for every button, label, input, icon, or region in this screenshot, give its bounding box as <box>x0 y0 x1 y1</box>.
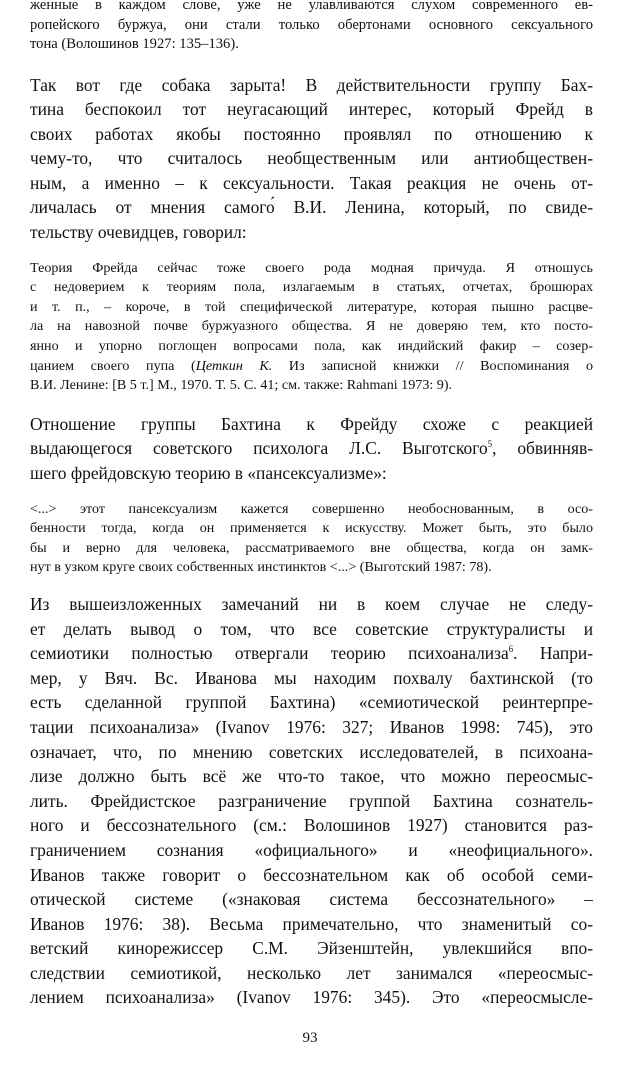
text-line <box>30 357 593 377</box>
paragraph-2 <box>30 412 593 486</box>
text-line: чему-то, что считалось необщественным или антиобществен- <box>30 148 593 169</box>
text-line: бенности тогда, когда он применяется к искусству. Может быть, это было <box>30 520 593 537</box>
text-line: означает, что, по мнению советских исследователей, в психоана- <box>30 741 593 762</box>
text-line: Иванов также говорит о бессознательном как об особой семи- <box>30 864 593 885</box>
text-line: В.И. Ленине: [В 5 т.] М., 1970. Т. 5. С. 41; см. также: Rahmani 1973: 9). <box>30 377 453 394</box>
text-line: личалась от мнения самого́ В.И. Ленина, который, по свиде- <box>30 197 593 218</box>
text-line: Отношение группы Бахтина к Фрейду схоже с реакцией <box>30 413 593 434</box>
book-page <box>30 0 593 1010</box>
text-fragment: выдающегося советского психолога Л.С. Выготского <box>30 438 488 459</box>
text-fragment: семиотики полностью отвергали теорию психоанализа <box>30 643 509 664</box>
text-line: ветский кинорежиссер С.М. Эйзенштейн, увлекшийся впо- <box>30 938 593 959</box>
text-line: ным, а именно – к сексуальности. Такая реакция не очень от- <box>30 172 593 193</box>
text-line: тона (Волошинов 1927: 135–136). <box>30 36 239 52</box>
footnote-marker[interactable]: 6 <box>508 644 514 655</box>
footnote-marker[interactable]: 5 <box>487 439 493 450</box>
text-line: шего фрейдовскую теорию в «пансексуализме»: <box>30 463 387 483</box>
text-line: нут в узком круге своих собственных инстинктов <...> (Выготский 1987: 78). <box>30 559 492 576</box>
text-line: бы и верно для человека, рассматриваемого вне общества, когда он замк- <box>30 539 593 556</box>
text-line: лением психоанализа» (Ivanov 1976: 345). Это «переосмысле- <box>30 987 593 1008</box>
page-number: 93 <box>302 1030 318 1046</box>
text-line: Из вышеизложенных замечаний ни в коем случае не следу- <box>30 593 593 614</box>
text-line: ропейского буржуа, они стали только обертонами основного сексуального <box>30 16 593 33</box>
text-line: и т. п., – короче, в той специфической литературе, которая пышно расцве- <box>30 298 593 315</box>
text-line: Теория Фрейда сейчас тоже своего рода модная причуда. Я отношусь <box>30 259 593 276</box>
text-line: лизе должно быть всё же что-то такое, что можно переосмыс- <box>30 766 593 787</box>
text-line: ет делать вывод о том, что все советские структуралисты и <box>30 618 593 639</box>
block-quote-vygotsky <box>30 500 593 578</box>
text-line <box>30 641 593 666</box>
text-line: граничением сознания «официального» и «неофициального». <box>30 839 593 860</box>
text-line: женные в каждом слове, уже не улавливаются слухом современного ев- <box>30 0 593 13</box>
paragraph-1 <box>30 73 593 245</box>
text-line: тации психоанализа» (Ivanov 1976: 327; Иванов 1998: 745), это <box>30 716 593 737</box>
text-line: своих работах якобы постоянно проявлял по отношению к <box>30 123 593 144</box>
text-line: следствии семиотикой, несколько лет занимался «переосмыс- <box>30 962 593 983</box>
text-line: тина беспокоил тот неугасающий интерес, который Фрейд в <box>30 99 593 120</box>
text-fragment: . Напри- <box>513 643 593 664</box>
text-line: ного и бессознательного (см.: Волошинов 1927) становится раз- <box>30 815 593 836</box>
block-quote-lenin <box>30 259 593 396</box>
text-line: есть сделанной группой Бахтина) «семиотической реинтерпре- <box>30 692 593 713</box>
text-line: отической системе («знаковая система бессознательного» – <box>30 889 593 910</box>
text-line <box>30 436 593 461</box>
paragraph-3 <box>30 592 593 1010</box>
text-fragment: , обвинняв- <box>492 438 593 459</box>
text-line: ла на навозной почве буржуазного общества. Я не доверяю тем, кто посто- <box>30 318 593 335</box>
text-line: мер, у Вяч. Вс. Иванова мы находим похвалу бахтинской (то <box>30 667 593 688</box>
text-line: <...> этот пансексуализм кажется совершенно необоснованным, в осо- <box>30 500 593 517</box>
text-line: тельству очевидцев, говорил: <box>30 222 247 243</box>
continued-quote <box>30 0 593 55</box>
text-fragment: цанием своего пупа ( <box>30 357 196 374</box>
text-line: Так вот где собака зарыта! В действительности группу Бах- <box>30 74 593 95</box>
text-line: лить. Фрейдистское разграничение группой Бахтина сознатель- <box>30 790 593 811</box>
text-line: янно и упорно поглощен вопросами пола, как индийский факир – созер- <box>30 338 593 355</box>
text-line: Иванов 1976: 38). Весьма примечательно, что знаменитый со- <box>30 913 593 934</box>
citation-author: Цеткин К. <box>195 357 273 374</box>
text-line: с недоверием к теориям пола, излагаемым в статьях, отчетах, брошюрах <box>30 279 593 296</box>
text-fragment: Из записной книжки // Воспоминания о <box>272 357 593 374</box>
